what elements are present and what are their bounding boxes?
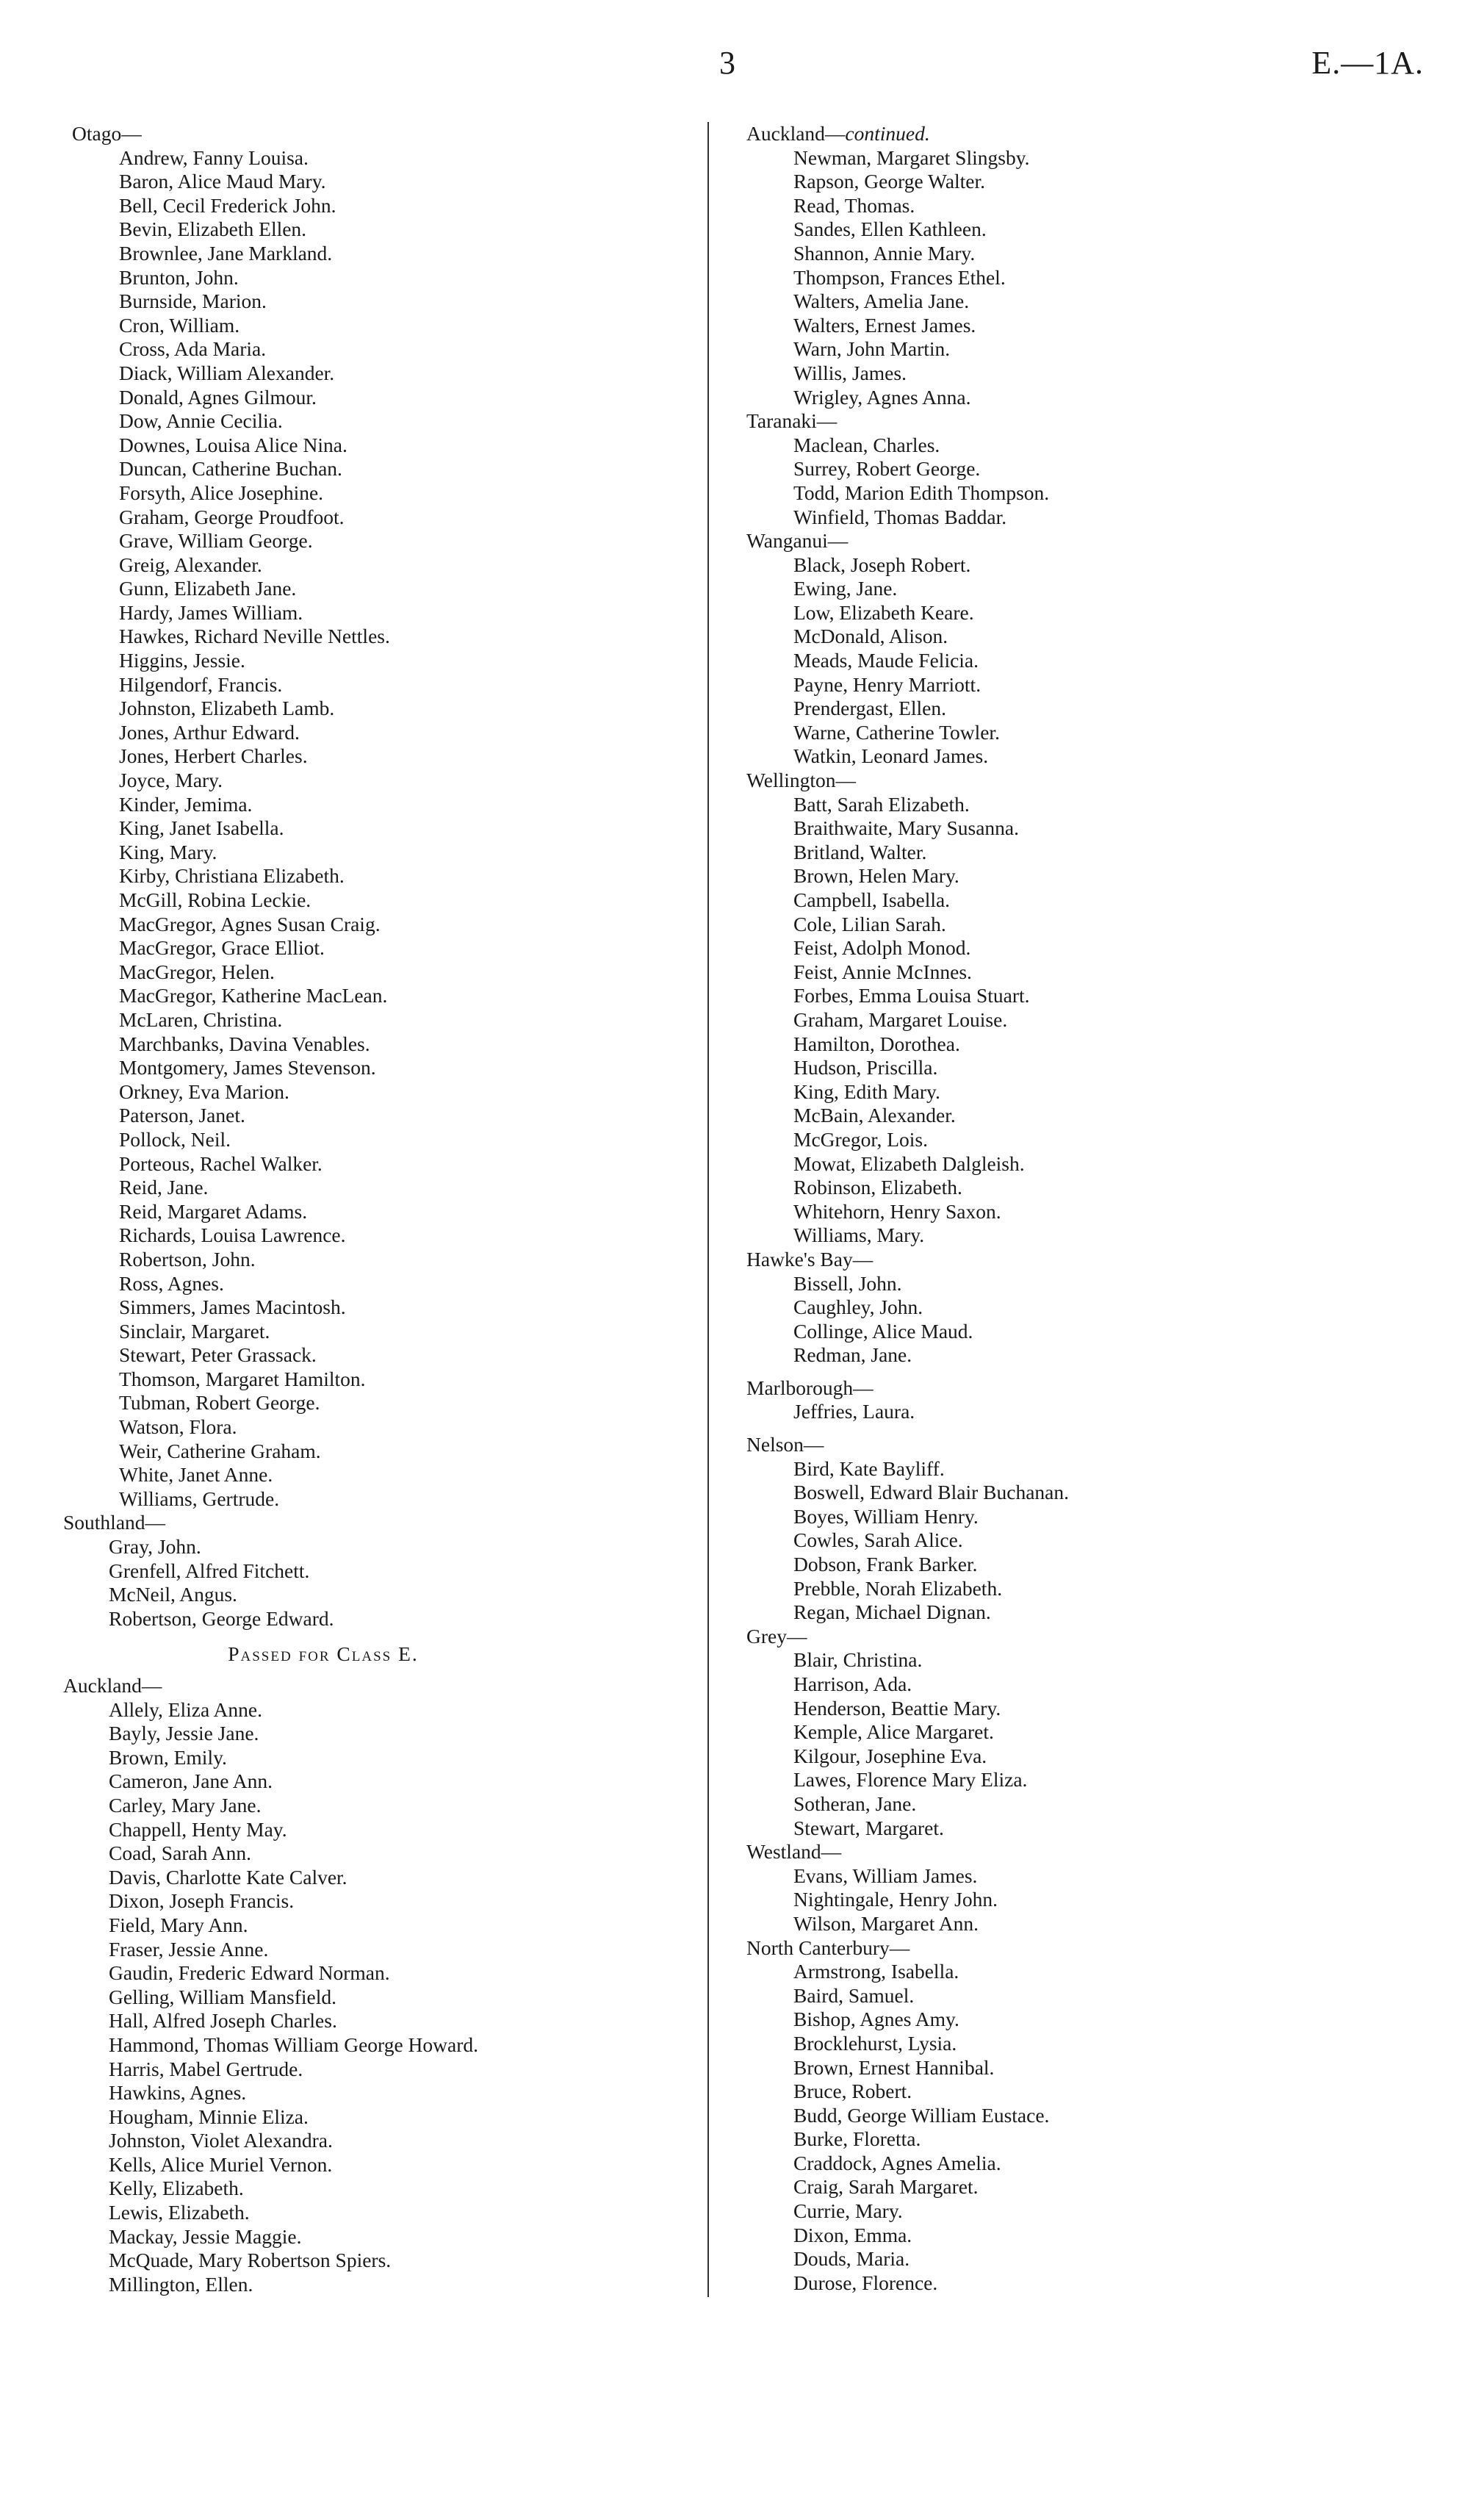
list-item: McGregor, Lois.: [793, 1127, 928, 1151]
list-item: Harris, Mabel Gertrude.: [109, 2057, 303, 2080]
list-item: Gunn, Elizabeth Jane.: [119, 577, 297, 600]
list-item: Williams, Gertrude.: [119, 1487, 280, 1510]
region-label: Southland—: [63, 1511, 166, 1534]
list-item: Porteous, Rachel Walker.: [119, 1151, 323, 1175]
list-item: Kelly, Elizabeth.: [109, 2177, 244, 2200]
list-item: Allely, Eliza Anne.: [109, 1697, 262, 1721]
list-item: Lawes, Florence Mary Eliza.: [793, 1768, 1028, 1792]
list-item: Bevin, Elizabeth Ellen.: [119, 218, 307, 241]
list-item: Kinder, Jemima.: [119, 792, 253, 816]
list-item: King, Edith Mary.: [793, 1079, 940, 1103]
region-north-canterbury: [739, 1936, 1437, 2296]
region-label: Auckland—: [63, 1674, 162, 1697]
name-list: [739, 434, 1437, 529]
list-item: Williams, Mary.: [793, 1224, 925, 1247]
list-item: Hawkins, Agnes.: [109, 2081, 247, 2105]
list-item: Bishop, Agnes Amy.: [793, 2008, 959, 2031]
list-item: Prendergast, Ellen.: [793, 697, 946, 720]
list-item: Cole, Lilian Sarah.: [793, 912, 946, 935]
list-item: MacGregor, Katherine MacLean.: [119, 984, 388, 1007]
list-item: Whitehorn, Henry Saxon.: [793, 1199, 1001, 1223]
list-item: Newman, Margaret Slingsby.: [793, 145, 1030, 169]
region-westland: [739, 1840, 1437, 1936]
list-item: Ewing, Jane.: [793, 577, 898, 600]
list-item: Dixon, Joseph Francis.: [109, 1889, 295, 1913]
list-item: Lewis, Elizabeth.: [109, 2201, 250, 2224]
list-item: Bird, Kate Bayliff.: [793, 1456, 945, 1480]
region-label: Hawke's Bay—: [746, 1247, 874, 1271]
region-auckland-continued: [739, 122, 1437, 409]
region-taranaki: [739, 409, 1437, 529]
list-item: Durose, Florence.: [793, 2271, 938, 2294]
name-list: [739, 146, 1437, 410]
list-item: Blair, Christina.: [793, 1648, 923, 1672]
list-item: Cron, William.: [119, 313, 240, 337]
list-item: Richards, Louisa Lawrence.: [119, 1224, 346, 1247]
list-item: Donald, Agnes Gilmour.: [119, 385, 317, 409]
list-item: Chappell, Henty May.: [109, 1817, 287, 1841]
name-list: [59, 1698, 691, 2297]
list-item: Brunton, John.: [119, 265, 239, 289]
list-item: McGill, Robina Leckie.: [119, 888, 311, 911]
list-item: Kells, Alice Muriel Vernon.: [109, 2152, 333, 2176]
region-label-text: Auckland—: [746, 122, 846, 145]
list-item: Brownlee, Jane Markland.: [119, 241, 333, 265]
list-item: Davis, Charlotte Kate Calver.: [109, 1865, 347, 1889]
list-item: Hudson, Priscilla.: [793, 1056, 938, 1079]
list-item: Grave, William George.: [119, 529, 313, 553]
list-item: Cross, Ada Maria.: [119, 337, 267, 361]
list-item: Gaudin, Frederic Edward Norman.: [109, 1961, 390, 1985]
list-item: Todd, Marion Edith Thompson.: [793, 481, 1050, 504]
list-item: McLaren, Christina.: [119, 1007, 283, 1031]
list-item: Caughley, John.: [793, 1296, 923, 1319]
list-item: Cowles, Sarah Alice.: [793, 1528, 963, 1552]
list-item: Cameron, Jane Ann.: [109, 1769, 273, 1793]
list-item: Fraser, Jessie Anne.: [109, 1937, 269, 1961]
list-item: Harrison, Ada.: [793, 1672, 912, 1695]
list-item: Robertson, John.: [119, 1247, 256, 1271]
list-item: Craddock, Agnes Amelia.: [793, 2151, 1001, 2174]
list-item: Graham, Margaret Louise.: [793, 1007, 1008, 1031]
list-item: Low, Elizabeth Keare.: [793, 600, 974, 624]
list-item: Burke, Floretta.: [793, 2127, 921, 2151]
list-item: Walters, Amelia Jane.: [793, 290, 970, 313]
list-item: Dow, Annie Cecilia.: [119, 409, 283, 433]
list-item: White, Janet Anne.: [119, 1463, 273, 1487]
list-item: Tubman, Robert George.: [119, 1391, 320, 1415]
list-item: Stewart, Margaret.: [793, 1816, 944, 1839]
list-item: Prebble, Norah Elizabeth.: [793, 1576, 1003, 1600]
list-item: Hougham, Minnie Eliza.: [109, 2105, 309, 2128]
list-item: Orkney, Eva Marion.: [119, 1079, 289, 1103]
name-list: [739, 553, 1437, 769]
left-column: [59, 122, 691, 2296]
name-list: [59, 146, 691, 1512]
list-item: MacGregor, Agnes Susan Craig.: [119, 912, 381, 935]
list-item: Feist, Annie McInnes.: [793, 960, 972, 983]
list-item: Braithwaite, Mary Susanna.: [793, 816, 1020, 840]
list-item: Redman, Jane.: [793, 1343, 912, 1367]
list-item: Downes, Louisa Alice Nina.: [119, 433, 347, 456]
region-label: North Canterbury—: [746, 1936, 910, 1959]
list-item: Watson, Flora.: [119, 1415, 237, 1439]
list-item: Andrew, Fanny Louisa.: [119, 145, 309, 169]
region-southland: [59, 1511, 691, 1631]
list-item: Currie, Mary.: [793, 2199, 903, 2223]
list-item: Burnside, Marion.: [119, 290, 267, 313]
list-item: Sinclair, Margaret.: [119, 1319, 270, 1343]
list-item: Millington, Ellen.: [109, 2272, 253, 2296]
list-item: Higgins, Jessie.: [119, 649, 245, 672]
list-item: Nightingale, Henry John.: [793, 1888, 998, 1911]
region-label: Otago—: [72, 122, 142, 145]
list-item: Jones, Arthur Edward.: [119, 720, 300, 744]
list-item: McBain, Alexander.: [793, 1104, 956, 1127]
list-item: Armstrong, Isabella.: [793, 1960, 959, 1983]
name-list: [739, 1648, 1437, 1840]
region-label: [739, 122, 1437, 146]
list-item: Grenfell, Alfred Fitchett.: [109, 1559, 310, 1582]
list-item: Read, Thomas.: [793, 193, 915, 217]
list-item: Sandes, Ellen Kathleen.: [793, 218, 987, 241]
list-item: Kilgour, Josephine Eva.: [793, 1744, 987, 1767]
list-item: McDonald, Alison.: [793, 625, 948, 648]
list-item: Graham, George Proudfoot.: [119, 505, 345, 528]
region-wellington: [739, 769, 1437, 1248]
list-item: Brown, Helen Mary.: [793, 864, 959, 888]
list-item: Paterson, Janet.: [119, 1104, 245, 1127]
list-item: Shannon, Annie Mary.: [793, 241, 976, 265]
region-label: Grey—: [746, 1624, 807, 1648]
list-item: Baron, Alice Maud Mary.: [119, 170, 326, 193]
list-item: Rapson, George Walter.: [793, 170, 986, 193]
list-item: Wilson, Margaret Ann.: [793, 1911, 979, 1935]
name-list: [739, 1400, 1437, 1424]
list-item: Johnston, Elizabeth Lamb.: [119, 697, 335, 720]
page-number: 3: [719, 45, 735, 81]
region-grey: [739, 1625, 1437, 1840]
list-item: Field, Mary Ann.: [109, 1913, 248, 1936]
list-item: Walters, Ernest James.: [793, 313, 976, 337]
region-label: Taranaki—: [746, 409, 838, 433]
list-item: McQuade, Mary Robertson Spiers.: [109, 2249, 392, 2272]
list-item: Brown, Ernest Hannibal.: [793, 2055, 995, 2079]
list-item: MacGregor, Grace Elliot.: [119, 936, 325, 960]
list-item: Dixon, Emma.: [793, 2223, 912, 2246]
list-item: Brocklehurst, Lysia.: [793, 2031, 957, 2055]
list-item: Feist, Adolph Monod.: [793, 936, 971, 960]
name-list: [739, 793, 1437, 1248]
list-item: Warne, Catherine Towler.: [793, 720, 1000, 744]
list-item: Willis, James.: [793, 361, 907, 384]
right-column: [739, 122, 1437, 2295]
list-item: Reid, Margaret Adams.: [119, 1199, 308, 1223]
continued-label: continued.: [845, 122, 930, 145]
list-item: Hammond, Thomas William George Howard.: [109, 2033, 478, 2056]
list-item: Thompson, Frances Ethel.: [793, 265, 1006, 289]
list-item: Diack, William Alexander.: [119, 361, 335, 384]
list-item: Maclean, Charles.: [793, 433, 940, 456]
list-item: Jeffries, Laura.: [793, 1400, 915, 1423]
list-item: MacGregor, Helen.: [119, 960, 275, 983]
name-list: [739, 1272, 1437, 1368]
list-item: Hall, Alfred Joseph Charles.: [109, 2009, 337, 2033]
list-item: Winfield, Thomas Baddar.: [793, 505, 1007, 528]
document-reference: E.—1A.: [1311, 45, 1424, 81]
name-list: [739, 1457, 1437, 1625]
list-item: Weir, Catherine Graham.: [119, 1439, 321, 1462]
list-item: Brown, Emily.: [109, 1745, 227, 1769]
name-list: [739, 1864, 1437, 1936]
list-item: Hamilton, Dorothea.: [793, 1032, 960, 1055]
list-item: Pollock, Neil.: [119, 1127, 231, 1151]
list-item: Bayly, Jessie Jane.: [109, 1722, 259, 1745]
list-item: Boyes, William Henry.: [793, 1504, 979, 1528]
spacer: [739, 1368, 1437, 1376]
list-item: Ross, Agnes.: [119, 1271, 224, 1295]
list-item: Henderson, Beattie Mary.: [793, 1696, 1001, 1720]
list-item: Kemple, Alice Margaret.: [793, 1720, 994, 1744]
list-item: Robinson, Elizabeth.: [793, 1176, 962, 1199]
list-item: Gray, John.: [109, 1535, 201, 1559]
region-wanganui: [739, 529, 1437, 769]
list-item: Mackay, Jessie Maggie.: [109, 2224, 302, 2248]
list-item: Thomson, Margaret Hamilton.: [119, 1367, 366, 1390]
column-divider: [707, 122, 709, 2297]
list-item: Craig, Sarah Margaret.: [793, 2175, 979, 2199]
list-item: Meads, Maude Felicia.: [793, 649, 979, 672]
region-nelson: [739, 1433, 1437, 1625]
list-item: Greig, Alexander.: [119, 553, 262, 576]
list-item: Budd, George William Eustace.: [793, 2103, 1050, 2127]
list-item: Black, Joseph Robert.: [793, 553, 971, 576]
list-item: Warn, John Martin.: [793, 337, 951, 361]
list-item: Bruce, Robert.: [793, 2080, 912, 2103]
list-item: Forbes, Emma Louisa Stuart.: [793, 984, 1030, 1007]
region-otago: [59, 122, 691, 1511]
list-item: Forsyth, Alice Josephine.: [119, 481, 324, 504]
region-label: Nelson—: [746, 1433, 824, 1456]
list-item: Collinge, Alice Maud.: [793, 1319, 973, 1343]
list-item: Boswell, Edward Blair Buchanan.: [793, 1481, 1069, 1504]
list-item: Bell, Cecil Frederick John.: [119, 193, 336, 217]
list-item: Carley, Mary Jane.: [109, 1793, 262, 1817]
region-label: Wanganui—: [746, 529, 849, 553]
list-item: Montgomery, James Stevenson.: [119, 1056, 376, 1079]
list-item: Regan, Michael Dignan.: [793, 1600, 991, 1624]
list-item: Joyce, Mary.: [119, 769, 223, 792]
list-item: Mowat, Elizabeth Dalgleish.: [793, 1151, 1025, 1175]
list-item: Stewart, Peter Grassack.: [119, 1343, 317, 1367]
list-item: Duncan, Catherine Buchan.: [119, 457, 342, 481]
list-item: Hardy, James William.: [119, 600, 303, 624]
list-item: Payne, Henry Marriott.: [793, 672, 981, 696]
list-item: King, Janet Isabella.: [119, 816, 284, 840]
list-item: Gelling, William Mansfield.: [109, 1985, 337, 2008]
region-label: Westland—: [746, 1840, 842, 1864]
region-auckland: [59, 1674, 691, 2296]
list-item: Evans, William James.: [793, 1864, 978, 1887]
list-item: Robertson, George Edward.: [109, 1606, 334, 1630]
list-item: Batt, Sarah Elizabeth.: [793, 792, 970, 816]
list-item: Jones, Herbert Charles.: [119, 744, 308, 768]
section-heading-class-e: Passed for Class E.: [228, 1642, 419, 1666]
name-list: [59, 1535, 691, 1631]
list-item: Coad, Sarah Ann.: [109, 1842, 252, 1865]
region-label: Wellington—: [746, 769, 857, 792]
list-item: Baird, Samuel.: [793, 1983, 915, 2007]
list-item: Watkin, Leonard James.: [793, 744, 989, 768]
spacer: [739, 1424, 1437, 1433]
list-item: Douds, Maria.: [793, 2247, 910, 2271]
name-list: [739, 1960, 1437, 2295]
list-item: Surrey, Robert George.: [793, 457, 981, 481]
list-item: Reid, Jane.: [119, 1176, 209, 1199]
list-item: Kirby, Christiana Elizabeth.: [119, 864, 345, 888]
list-item: Sotheran, Jane.: [793, 1792, 917, 1815]
list-item: Wrigley, Agnes Anna.: [793, 385, 971, 409]
list-item: Hilgendorf, Francis.: [119, 672, 283, 696]
list-item: Marchbanks, Davina Venables.: [119, 1032, 370, 1055]
list-item: Simmers, James Macintosh.: [119, 1296, 346, 1319]
region-marlborough: [739, 1376, 1437, 1424]
region-hawkes-bay: [739, 1248, 1437, 1368]
region-label: Marlborough—: [746, 1376, 874, 1399]
list-item: Campbell, Isabella.: [793, 888, 951, 911]
list-item: McNeil, Angus.: [109, 1583, 237, 1606]
list-item: King, Mary.: [119, 840, 217, 863]
list-item: Hawkes, Richard Neville Nettles.: [119, 625, 390, 648]
list-item: Britland, Walter.: [793, 840, 927, 863]
list-item: Bissell, John.: [793, 1271, 902, 1295]
list-item: Johnston, Violet Alexandra.: [109, 2129, 333, 2152]
list-item: Dobson, Frank Barker.: [793, 1553, 978, 1576]
